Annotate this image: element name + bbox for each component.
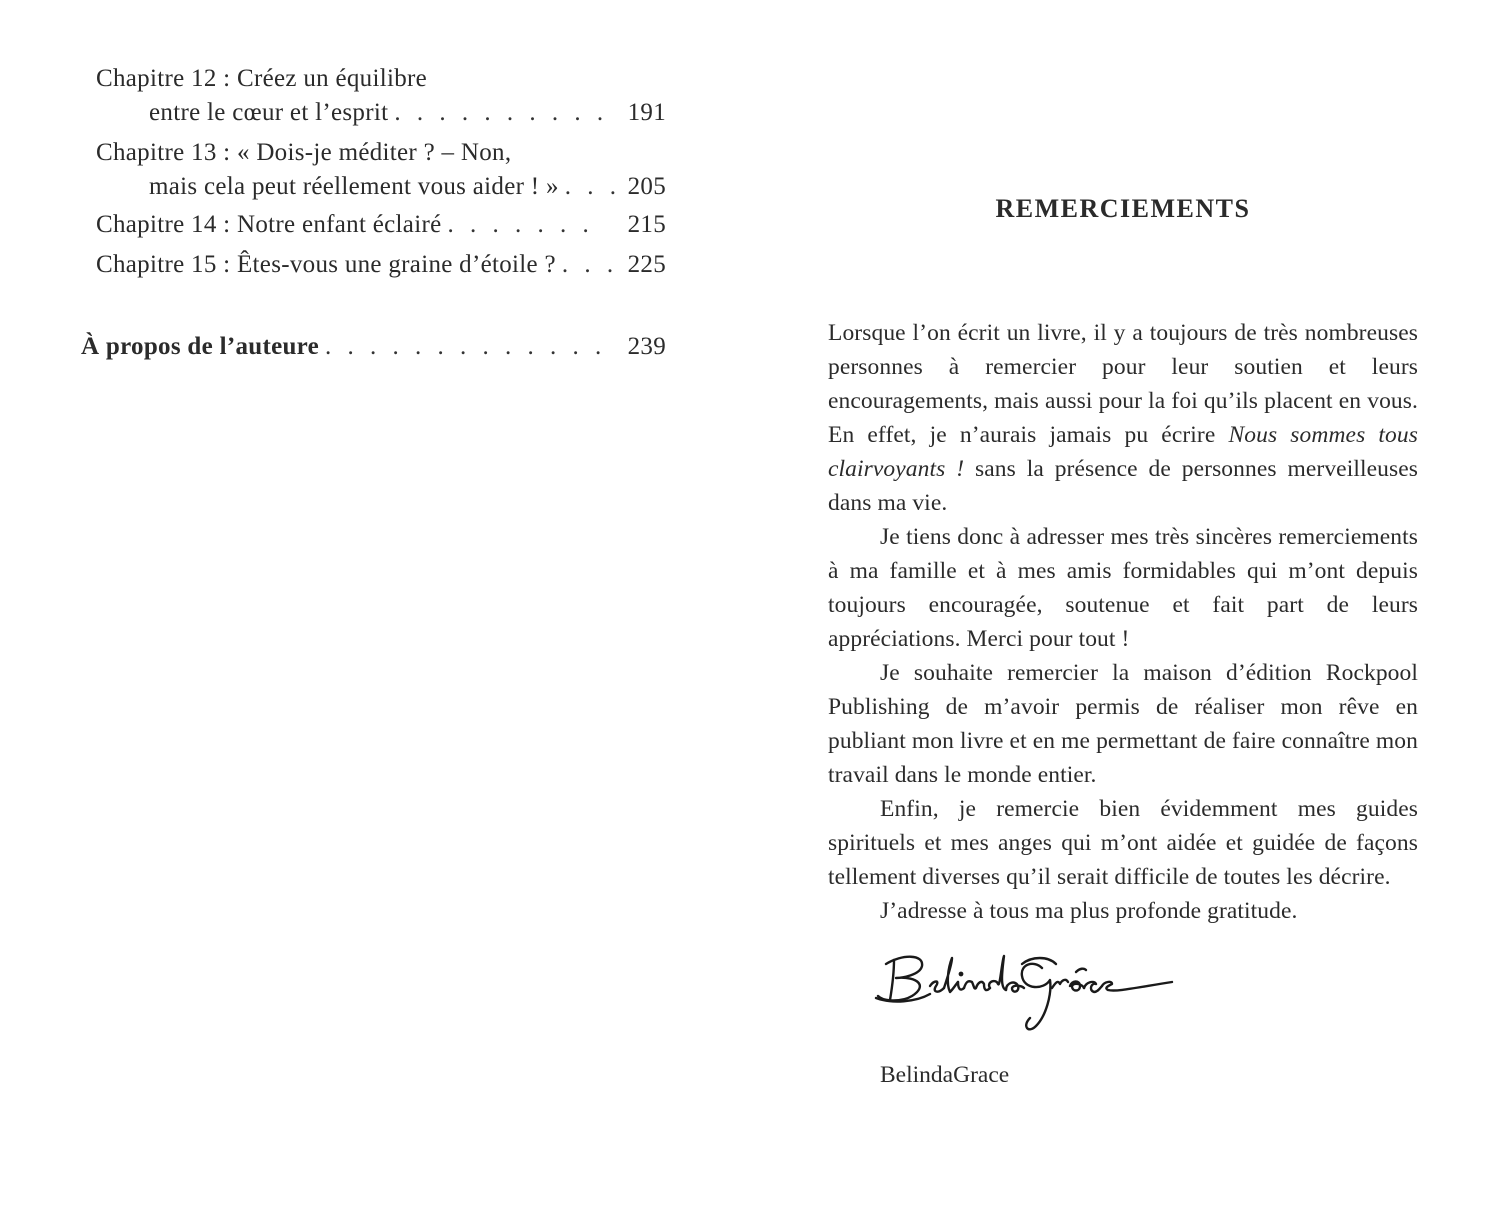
toc-title-line2: entre le cœur et l’esprit xyxy=(149,99,389,126)
toc-title: Chapitre 14 : Notre enfant éclairé xyxy=(96,211,442,238)
acknowledgements-body xyxy=(828,316,1418,928)
toc-dot-leader xyxy=(565,170,620,204)
toc-page-number: 225 xyxy=(627,251,666,278)
toc-title-line1: Chapitre 13 : « Dois-je méditer ? – Non, xyxy=(96,139,512,166)
toc-entry-chapter-13[interactable] xyxy=(96,136,666,204)
paragraph-5: J’adresse à tous ma plus profonde gratitude. xyxy=(880,898,1298,924)
toc-dot-leader xyxy=(562,248,620,282)
toc-entry-chapter-15[interactable] xyxy=(96,248,666,282)
paragraph-1: Lorsque l’on écrit un livre, il y a toujours de très nombreuses personnes à remercier pour leur soutien et leurs encouragements, mais aussi pour la foi qu’ils placent en vous. En effet, je n’aurais jamais pu écrire Nous sommes tous clairvoyants ! sans la présence de personnes merveilleuses dans ma vie. xyxy=(828,320,1418,516)
author-name: BelindaGrace xyxy=(880,1062,1010,1088)
right-page xyxy=(750,0,1500,1214)
toc-title-line1: Chapitre 12 : Créez un équilibre xyxy=(96,65,428,92)
toc-title: À propos de l’auteure xyxy=(81,333,320,360)
paragraph-4: Enfin, je remercie bien évidemment mes guides spirituels et mes anges qui m’ont aidée et guidée de façons tellement diverses qu’il serait difficile de toutes les décrire. xyxy=(828,796,1418,890)
toc-title-line2: mais cela peut réellement vous aider ! » xyxy=(149,173,559,200)
toc-title: Chapitre 15 : Êtes-vous une graine d’étoile ? xyxy=(96,251,556,278)
toc-entry-about-author[interactable] xyxy=(81,330,666,364)
toc-entry-chapter-12[interactable] xyxy=(96,62,666,130)
toc-dot-leader xyxy=(325,330,602,364)
page-title: REMERCIEMENTS xyxy=(995,194,1251,223)
paragraph-2: Je tiens donc à adresser mes très sincères remerciements à ma famille et à mes amis formidables qui m’ont depuis toujours encouragée, soutenue et fait part de leurs appréciations. Merci pour tout ! xyxy=(828,524,1418,652)
toc-page-number: 191 xyxy=(627,99,666,126)
toc-page-number: 239 xyxy=(627,333,666,360)
toc-dot-leader xyxy=(394,96,602,130)
book-title: Nous sommes tous clairvoyants ! xyxy=(828,422,1418,482)
toc-dot-leader xyxy=(447,208,602,242)
toc-entry-chapter-14[interactable] xyxy=(96,208,666,242)
toc-page-number: 205 xyxy=(627,173,666,200)
toc-page-number: 215 xyxy=(627,211,666,238)
handwritten-signature xyxy=(872,942,1192,1042)
paragraph-3: Je souhaite remercier la maison d’édition Rockpool Publishing de m’avoir permis de réaliser mon rêve en publiant mon livre et en me permettant de faire connaître mon travail dans le monde entier. xyxy=(828,660,1418,788)
